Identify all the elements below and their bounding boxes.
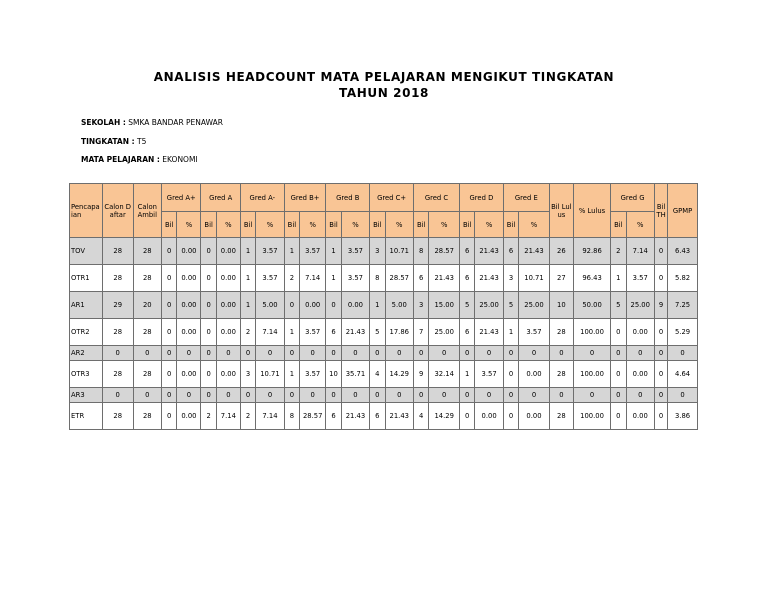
table-row — [70, 265, 698, 292]
sub-bil: Bil — [326, 212, 341, 238]
grade-bil-cell: 0 — [460, 403, 475, 430]
sub-pct: % — [475, 212, 503, 238]
gpmp-cell: 3.86 — [668, 403, 698, 430]
grade-bil-cell: 0 — [201, 361, 216, 388]
grade-pct-cell: 28.57 — [429, 238, 460, 265]
grade-bil-cell: 0 — [201, 238, 216, 265]
grade-pct-cell: 0 — [341, 388, 370, 403]
gred-g-bil-cell: 0 — [611, 361, 626, 388]
grade-pct-cell: 25.00 — [519, 292, 550, 319]
bil-lulus-cell: 0 — [549, 388, 573, 403]
bil-th-cell: 0 — [654, 265, 667, 292]
calon-ambil-cell: 28 — [133, 265, 161, 292]
grade-bil-cell: 2 — [284, 265, 299, 292]
gred-g-pct-cell: 0 — [626, 346, 654, 361]
row-label: OTR1 — [70, 265, 103, 292]
gred-g-pct-cell: 3.57 — [626, 265, 654, 292]
grade-pct-cell: 0.00 — [177, 403, 201, 430]
grade-bil-cell: 3 — [240, 361, 255, 388]
row-label: TOV — [70, 238, 103, 265]
gpmp-cell: 6.43 — [668, 238, 698, 265]
grade-pct-cell: 3.57 — [519, 319, 550, 346]
grade-bil-cell: 0 — [240, 346, 255, 361]
grade-pct-cell: 21.43 — [385, 403, 414, 430]
table-row — [70, 238, 698, 265]
school-value: SMKA BANDAR PENAWAR — [128, 118, 223, 127]
grade-pct-cell: 0.00 — [216, 265, 240, 292]
bil-th-cell: 9 — [654, 292, 667, 319]
col-gred-a: Gred A — [201, 184, 240, 212]
gpmp-cell: 7.25 — [668, 292, 698, 319]
calon-daftar-cell: 0 — [102, 346, 133, 361]
col-pencapaian: Pencapaian — [70, 184, 103, 238]
grade-bil-cell: 6 — [326, 319, 341, 346]
calon-ambil-cell: 20 — [133, 292, 161, 319]
grade-pct-cell: 17.86 — [385, 319, 414, 346]
grade-pct-cell: 0 — [429, 346, 460, 361]
grade-pct-cell: 3.57 — [300, 319, 326, 346]
table-row — [70, 361, 698, 388]
grade-pct-cell: 0.00 — [216, 319, 240, 346]
gred-g-pct-cell: 25.00 — [626, 292, 654, 319]
bil-lulus-cell: 26 — [549, 238, 573, 265]
grade-pct-cell: 0.00 — [177, 361, 201, 388]
grade-pct-cell: 0 — [256, 388, 284, 403]
report-title-line1: ANALISIS HEADCOUNT MATA PELAJARAN MENGIKUT TINGKATAN — [153, 70, 615, 84]
sub-pct: % — [256, 212, 284, 238]
grade-bil-cell: 6 — [460, 265, 475, 292]
col-gred-e: Gred E — [503, 184, 549, 212]
grade-bil-cell: 1 — [240, 292, 255, 319]
gred-g-pct-cell: 0.00 — [626, 361, 654, 388]
grade-bil-cell: 0 — [162, 319, 177, 346]
grade-pct-cell: 0 — [256, 346, 284, 361]
subject-value: EKONOMI — [162, 155, 198, 164]
grade-pct-cell: 0.00 — [300, 292, 326, 319]
grade-bil-cell: 0 — [503, 403, 518, 430]
col-gpmp: GPMP — [668, 184, 698, 238]
form-level-info — [81, 137, 146, 147]
gred-g-pct-cell: 7.14 — [626, 238, 654, 265]
calon-ambil-cell: 28 — [133, 403, 161, 430]
sub-bil: Bil — [240, 212, 255, 238]
calon-ambil-cell: 28 — [133, 361, 161, 388]
grade-pct-cell: 0.00 — [519, 361, 550, 388]
grade-pct-cell: 15.00 — [429, 292, 460, 319]
grade-bil-cell: 5 — [370, 319, 385, 346]
gred-g-pct-cell: 0.00 — [626, 403, 654, 430]
subject-label: MATA PELAJARAN : — [81, 155, 160, 164]
grade-pct-cell: 25.00 — [429, 319, 460, 346]
pct-lulus-cell: 100.00 — [573, 361, 610, 388]
gred-g-bil-cell: 5 — [611, 292, 626, 319]
sub-bil: Bil — [162, 212, 177, 238]
grade-pct-cell: 5.00 — [256, 292, 284, 319]
grade-pct-cell: 0.00 — [177, 238, 201, 265]
grade-pct-cell: 0.00 — [216, 238, 240, 265]
grade-pct-cell: 3.57 — [475, 361, 503, 388]
bil-lulus-cell: 28 — [549, 361, 573, 388]
grade-bil-cell: 6 — [460, 238, 475, 265]
sub-bil: Bil — [611, 212, 626, 238]
grade-pct-cell: 21.43 — [519, 238, 550, 265]
grade-pct-cell: 21.43 — [475, 238, 503, 265]
bil-th-cell: 0 — [654, 238, 667, 265]
grade-pct-cell: 10.71 — [256, 361, 284, 388]
grade-bil-cell: 7 — [414, 319, 429, 346]
pct-lulus-cell: 0 — [573, 346, 610, 361]
report-title — [0, 69, 768, 101]
grade-pct-cell: 0.00 — [177, 265, 201, 292]
grade-bil-cell: 3 — [503, 265, 518, 292]
sub-bil: Bil — [284, 212, 299, 238]
grade-pct-cell: 3.57 — [341, 265, 370, 292]
grade-pct-cell: 0 — [300, 388, 326, 403]
grade-bil-cell: 5 — [460, 292, 475, 319]
grade-bil-cell: 10 — [326, 361, 341, 388]
grade-pct-cell: 32.14 — [429, 361, 460, 388]
grade-bil-cell: 0 — [201, 292, 216, 319]
report-title-line2: TAHUN 2018 — [339, 86, 429, 100]
pct-lulus-cell: 100.00 — [573, 403, 610, 430]
grade-pct-cell: 0 — [385, 346, 414, 361]
gpmp-cell: 0 — [668, 346, 698, 361]
grade-bil-cell: 5 — [503, 292, 518, 319]
sub-pct: % — [300, 212, 326, 238]
grade-bil-cell: 0 — [326, 388, 341, 403]
grade-bil-cell: 2 — [201, 403, 216, 430]
grade-bil-cell: 1 — [503, 319, 518, 346]
grade-pct-cell: 7.14 — [216, 403, 240, 430]
grade-pct-cell: 21.43 — [429, 265, 460, 292]
grade-bil-cell: 6 — [370, 403, 385, 430]
grade-bil-cell: 6 — [414, 265, 429, 292]
col-gred-b-plus: Gred B+ — [284, 184, 326, 212]
grade-bil-cell: 0 — [162, 361, 177, 388]
form-level-value: T5 — [137, 137, 147, 146]
grade-bil-cell: 1 — [326, 238, 341, 265]
table-row — [70, 388, 698, 403]
sub-pct: % — [177, 212, 201, 238]
form-level-label: TINGKATAN : — [81, 137, 135, 146]
col-gred-c: Gred C — [414, 184, 460, 212]
gred-g-bil-cell: 1 — [611, 265, 626, 292]
grade-pct-cell: 35.71 — [341, 361, 370, 388]
sub-pct: % — [519, 212, 550, 238]
grade-pct-cell: 14.29 — [429, 403, 460, 430]
school-label: SEKOLAH : — [81, 118, 126, 127]
grade-pct-cell: 0 — [475, 346, 503, 361]
grade-bil-cell: 1 — [240, 238, 255, 265]
gred-g-bil-cell: 2 — [611, 238, 626, 265]
calon-ambil-cell: 28 — [133, 319, 161, 346]
header-row-1 — [70, 184, 698, 212]
grade-pct-cell: 0 — [216, 346, 240, 361]
col-gred-b: Gred B — [326, 184, 370, 212]
row-label: AR1 — [70, 292, 103, 319]
grade-bil-cell: 0 — [201, 319, 216, 346]
grade-bil-cell: 3 — [370, 238, 385, 265]
grade-bil-cell: 1 — [284, 319, 299, 346]
grade-pct-cell: 0.00 — [475, 403, 503, 430]
row-label: ETR — [70, 403, 103, 430]
grade-bil-cell: 8 — [414, 238, 429, 265]
school-info — [81, 118, 223, 128]
row-label: AR2 — [70, 346, 103, 361]
gred-g-pct-cell: 0 — [626, 388, 654, 403]
grade-pct-cell: 0.00 — [216, 292, 240, 319]
grade-bil-cell: 0 — [162, 265, 177, 292]
bil-lulus-cell: 10 — [549, 292, 573, 319]
grade-pct-cell: 0 — [519, 346, 550, 361]
bil-lulus-cell: 27 — [549, 265, 573, 292]
pct-lulus-cell: 96.43 — [573, 265, 610, 292]
calon-daftar-cell: 0 — [102, 388, 133, 403]
grade-pct-cell: 3.57 — [341, 238, 370, 265]
grade-bil-cell: 0 — [201, 265, 216, 292]
grade-pct-cell: 0 — [216, 388, 240, 403]
grade-bil-cell: 1 — [370, 292, 385, 319]
gpmp-cell: 0 — [668, 388, 698, 403]
grade-bil-cell: 0 — [460, 346, 475, 361]
bil-th-cell: 0 — [654, 346, 667, 361]
grade-bil-cell: 1 — [326, 265, 341, 292]
grade-bil-cell: 0 — [162, 238, 177, 265]
grade-bil-cell: 0 — [414, 388, 429, 403]
sub-pct: % — [429, 212, 460, 238]
gred-g-bil-cell: 0 — [611, 403, 626, 430]
gpmp-cell: 4.64 — [668, 361, 698, 388]
calon-ambil-cell: 0 — [133, 388, 161, 403]
grade-pct-cell: 3.57 — [256, 265, 284, 292]
grade-bil-cell: 8 — [370, 265, 385, 292]
grade-bil-cell: 0 — [370, 346, 385, 361]
gpmp-cell: 5.29 — [668, 319, 698, 346]
grade-bil-cell: 1 — [460, 361, 475, 388]
sub-bil: Bil — [414, 212, 429, 238]
bil-lulus-cell: 0 — [549, 346, 573, 361]
pct-lulus-cell: 0 — [573, 388, 610, 403]
sub-pct: % — [385, 212, 414, 238]
grade-bil-cell: 4 — [370, 361, 385, 388]
grade-bil-cell: 0 — [240, 388, 255, 403]
bil-lulus-cell: 28 — [549, 319, 573, 346]
table-row — [70, 403, 698, 430]
grade-bil-cell: 0 — [284, 346, 299, 361]
col-calon-ambil: Calon Ambil — [133, 184, 161, 238]
grade-pct-cell: 0.00 — [177, 319, 201, 346]
grade-bil-cell: 0 — [326, 346, 341, 361]
grade-pct-cell: 0.00 — [519, 403, 550, 430]
grade-pct-cell: 10.71 — [519, 265, 550, 292]
calon-daftar-cell: 28 — [102, 319, 133, 346]
col-pct-lulus: % Lulus — [573, 184, 610, 238]
grade-pct-cell: 25.00 — [475, 292, 503, 319]
grade-bil-cell: 6 — [326, 403, 341, 430]
grade-pct-cell: 0 — [177, 388, 201, 403]
sub-bil: Bil — [460, 212, 475, 238]
grade-bil-cell: 0 — [503, 388, 518, 403]
bil-th-cell: 0 — [654, 388, 667, 403]
gred-g-bil-cell: 0 — [611, 388, 626, 403]
calon-daftar-cell: 28 — [102, 265, 133, 292]
grade-pct-cell: 3.57 — [300, 238, 326, 265]
bil-th-cell: 0 — [654, 319, 667, 346]
grade-pct-cell: 0 — [300, 346, 326, 361]
grade-bil-cell: 1 — [240, 265, 255, 292]
col-gred-g: Gred G — [611, 184, 655, 212]
sub-pct: % — [341, 212, 370, 238]
grade-pct-cell: 0.00 — [341, 292, 370, 319]
grade-pct-cell: 7.14 — [256, 403, 284, 430]
gred-g-pct-cell: 0.00 — [626, 319, 654, 346]
sub-bil: Bil — [201, 212, 216, 238]
grade-pct-cell: 5.00 — [385, 292, 414, 319]
grade-bil-cell: 0 — [326, 292, 341, 319]
grade-bil-cell: 0 — [162, 346, 177, 361]
grade-pct-cell: 0 — [341, 346, 370, 361]
grade-pct-cell: 0 — [429, 388, 460, 403]
col-gred-d: Gred D — [460, 184, 504, 212]
grade-bil-cell: 6 — [503, 238, 518, 265]
grade-pct-cell: 0.00 — [177, 292, 201, 319]
grade-pct-cell: 7.14 — [256, 319, 284, 346]
table-row — [70, 292, 698, 319]
grade-bil-cell: 9 — [414, 361, 429, 388]
gred-g-bil-cell: 0 — [611, 319, 626, 346]
grade-bil-cell: 0 — [460, 388, 475, 403]
grade-bil-cell: 8 — [284, 403, 299, 430]
grade-pct-cell: 0 — [519, 388, 550, 403]
grade-pct-cell: 21.43 — [475, 319, 503, 346]
sub-pct: % — [216, 212, 240, 238]
row-label: OTR3 — [70, 361, 103, 388]
grade-pct-cell: 0.00 — [216, 361, 240, 388]
grade-bil-cell: 1 — [284, 238, 299, 265]
grade-bil-cell: 1 — [284, 361, 299, 388]
grade-bil-cell: 2 — [240, 403, 255, 430]
grade-bil-cell: 0 — [201, 346, 216, 361]
grade-bil-cell: 3 — [414, 292, 429, 319]
row-label: AR3 — [70, 388, 103, 403]
grade-bil-cell: 0 — [162, 388, 177, 403]
grade-pct-cell: 7.14 — [300, 265, 326, 292]
sub-bil: Bil — [503, 212, 518, 238]
grade-pct-cell: 10.71 — [385, 238, 414, 265]
bil-th-cell: 0 — [654, 403, 667, 430]
grade-bil-cell: 2 — [240, 319, 255, 346]
calon-ambil-cell: 0 — [133, 346, 161, 361]
grade-bil-cell: 0 — [284, 388, 299, 403]
table-row — [70, 346, 698, 361]
grade-bil-cell: 6 — [460, 319, 475, 346]
gred-g-bil-cell: 0 — [611, 346, 626, 361]
grade-pct-cell: 21.43 — [475, 265, 503, 292]
grade-bil-cell: 0 — [162, 292, 177, 319]
grade-pct-cell: 3.57 — [300, 361, 326, 388]
table-row — [70, 319, 698, 346]
col-calon-daftar: Calon Daftar — [102, 184, 133, 238]
pct-lulus-cell: 100.00 — [573, 319, 610, 346]
headcount-table — [69, 183, 698, 430]
col-gred-c-plus: Gred C+ — [370, 184, 414, 212]
grade-bil-cell: 0 — [162, 403, 177, 430]
grade-bil-cell: 0 — [503, 346, 518, 361]
grade-bil-cell: 0 — [370, 388, 385, 403]
calon-daftar-cell: 28 — [102, 361, 133, 388]
grade-bil-cell: 0 — [284, 292, 299, 319]
col-bil-th: Bil TH — [654, 184, 667, 238]
bil-th-cell: 0 — [654, 361, 667, 388]
table-body — [70, 238, 698, 430]
grade-pct-cell: 0 — [475, 388, 503, 403]
grade-bil-cell: 0 — [201, 388, 216, 403]
col-gred-a-minus: Gred A- — [240, 184, 284, 212]
grade-pct-cell: 0 — [177, 346, 201, 361]
grade-bil-cell: 4 — [414, 403, 429, 430]
calon-daftar-cell: 28 — [102, 403, 133, 430]
grade-bil-cell: 0 — [414, 346, 429, 361]
pct-lulus-cell: 50.00 — [573, 292, 610, 319]
bil-lulus-cell: 28 — [549, 403, 573, 430]
pct-lulus-cell: 92.86 — [573, 238, 610, 265]
row-label: OTR2 — [70, 319, 103, 346]
grade-pct-cell: 14.29 — [385, 361, 414, 388]
col-bil-lulus: Bil Lulus — [549, 184, 573, 238]
col-gred-a-plus: Gred A+ — [162, 184, 201, 212]
grade-pct-cell: 21.43 — [341, 319, 370, 346]
grade-pct-cell: 21.43 — [341, 403, 370, 430]
grade-pct-cell: 28.57 — [300, 403, 326, 430]
sub-bil: Bil — [370, 212, 385, 238]
grade-pct-cell: 0 — [385, 388, 414, 403]
calon-ambil-cell: 28 — [133, 238, 161, 265]
sub-pct: % — [626, 212, 654, 238]
grade-pct-cell: 28.57 — [385, 265, 414, 292]
calon-daftar-cell: 29 — [102, 292, 133, 319]
grade-pct-cell: 3.57 — [256, 238, 284, 265]
subject-info — [81, 155, 198, 165]
calon-daftar-cell: 28 — [102, 238, 133, 265]
gpmp-cell: 5.82 — [668, 265, 698, 292]
grade-bil-cell: 0 — [503, 361, 518, 388]
